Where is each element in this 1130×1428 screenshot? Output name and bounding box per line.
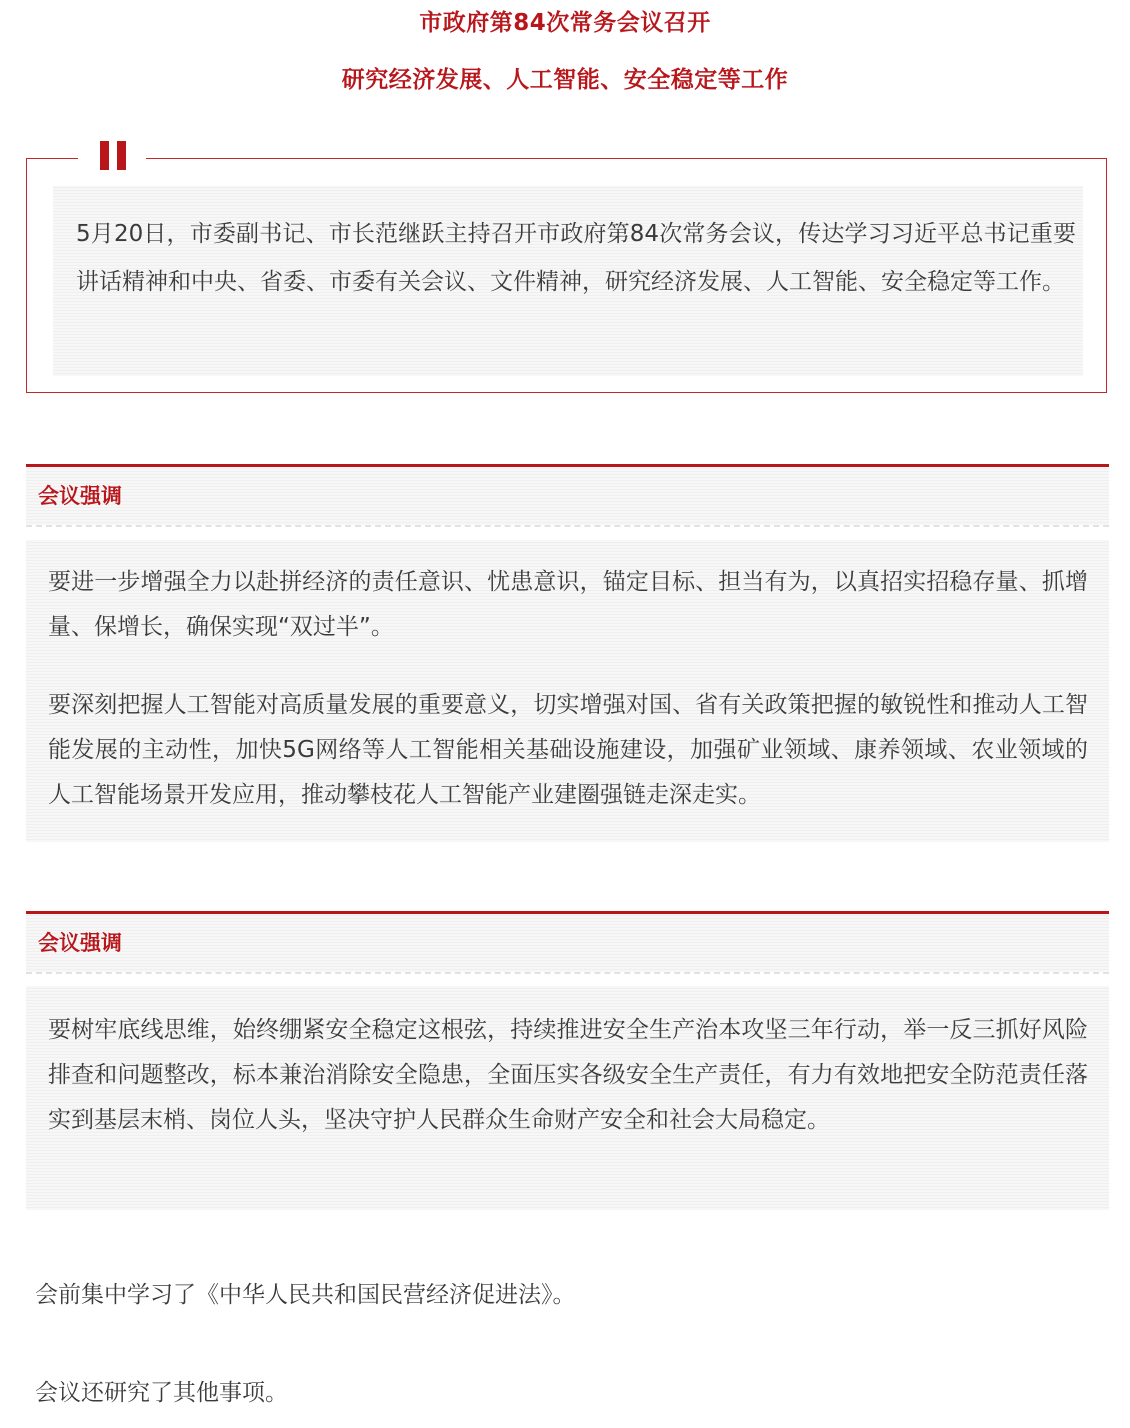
intro-text: 5月20日，市委副书记、市长范继跃主持召开市政府第84次常务会议，传达学习习近平总书记重要讲话精神和中央、省委、市委有关会议、文件精神，研究经济发展、人工智能、安全稳定等工作。 [76,221,1076,295]
intro-frame-gap [78,150,146,166]
section-header [26,467,1109,525]
decorative-bar-icon [117,141,126,170]
page-subtitle: 研究经济发展、人工智能、安全稳定等工作 [341,67,789,93]
decorative-bar-icon [100,141,109,170]
section-divider [26,525,1109,527]
page-title: 市政府第84次常务会议召开 [419,10,711,36]
section-heading: 会议强调 [38,931,122,955]
section-divider [26,972,1109,974]
closing-text: 会议还研究了其他事项。 [35,1380,288,1406]
closing-text: 会前集中学习了《中华人民共和国民营经济促进法》。 [35,1282,576,1308]
section-paragraph: 要深刻把握人工智能对高质量发展的重要意义，切实增强对国、省有关政策把握的敏锐性和推动人工智能发展的主动性，加快5G网络等人工智能相关基础设施建设，加强矿业领域、康养领域、农业领域的人工智能场景开发应用，推动攀枝花人工智能产业建圈强链走深走实。 [48,692,1088,808]
section-heading: 会议强调 [38,484,122,508]
section-paragraph: 要进一步增强全力以赴拼经济的责任意识、忧患意识，锚定目标、担当有为，以真招实招稳存量、抓增量、保增长，确保实现“双过半”。 [48,569,1088,640]
section-header [26,914,1109,972]
section-paragraph: 要树牢底线思维，始终绷紧安全稳定这根弦，持续推进安全生产治本攻坚三年行动，举一反三抓好风险排查和问题整改，标本兼治消除安全隐患，全面压实各级安全生产责任，有力有效地把安全防范责任落实到基层末梢、岗位人头，坚决守护人民群众生命财产安全和社会大局稳定。 [48,1017,1088,1133]
